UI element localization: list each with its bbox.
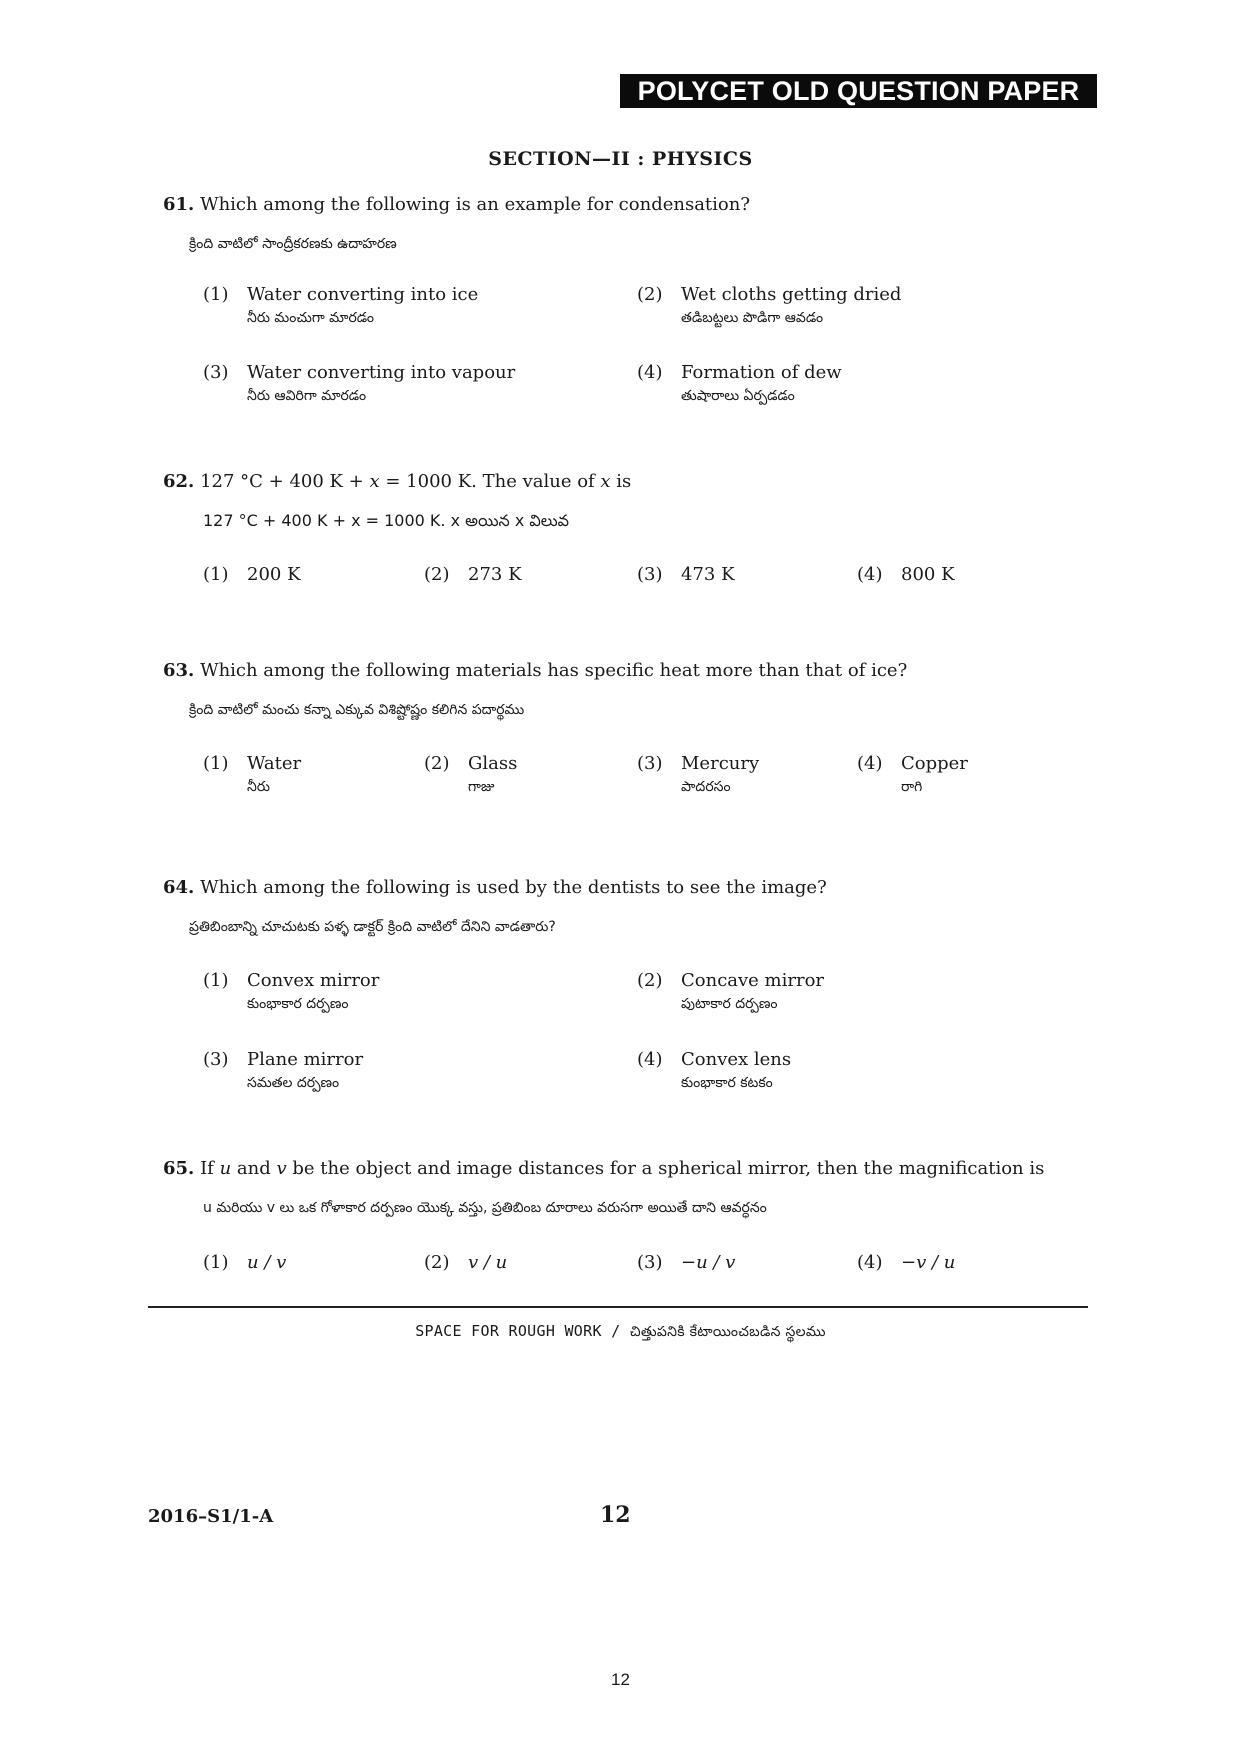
option-1 [203,969,379,1015]
option-2 [424,752,517,798]
option-number: (3) [203,1049,229,1070]
option-3 [637,752,759,798]
option-number: (3) [637,753,663,774]
question-62 [163,470,1083,532]
option-number: (2) [424,753,450,774]
question-text-telugu: క్రింది వాటిలో సాంద్రీకరణకు ఉదాహరణ [189,236,397,252]
rough-work-label [0,1322,1241,1343]
option-number: (1) [203,970,229,991]
option-4 [857,1251,955,1275]
option-3 [203,1048,363,1094]
option-4 [857,563,955,587]
option-text: −u / v [681,1252,736,1273]
option-text: 273 K [468,564,522,585]
option-number: (1) [203,753,229,774]
option-number: (4) [857,1252,883,1273]
page-number: 12 [600,1502,631,1528]
option-text: 800 K [901,564,955,585]
option-text-telugu: కుంభాకార దర్పణం [247,996,349,1012]
option-text: v / u [468,1252,508,1273]
footer-page-number: 12 [611,1670,630,1689]
option-2 [424,1251,507,1275]
option-number: (2) [637,284,663,305]
option-4 [857,752,968,798]
option-text-telugu: రాగి [901,779,923,795]
option-text: Glass [468,753,518,774]
section-title: SECTION—II : PHYSICS [488,148,753,170]
paper-code: 2016–S1/1-A [148,1506,274,1527]
option-number: (3) [637,564,663,585]
question-text: If u and v be the object and image distances for a spherical mirror, then the magnification is [200,1158,1045,1179]
question-text-telugu: ప్రతిబింబాన్ని చూచుటకు పళ్ళ డాక్టర్ క్రింది వాటిలో దేనిని వాడతారు? [189,919,556,935]
option-1 [203,563,301,587]
option-number: (4) [857,564,883,585]
option-3 [203,361,515,407]
option-text-telugu: నీరు మంచుగా మారడం [247,310,375,326]
option-text: Water converting into ice [247,284,479,305]
option-text-telugu: కుంభాకార కటకం [681,1075,773,1091]
option-text: Copper [901,753,968,774]
question-text: Which among the following is an example for condensation? [200,194,750,215]
option-text: Wet cloths getting dried [681,284,902,305]
option-2 [424,563,522,587]
option-1 [203,752,301,798]
option-text: Convex lens [681,1049,792,1070]
option-1 [203,283,478,329]
question-text: 127 °C + 400 K + x = 1000 K. The value of x is [200,471,632,492]
option-4 [637,1048,791,1094]
option-text: Plane mirror [247,1049,364,1070]
option-number: (1) [203,284,229,305]
option-number: (4) [857,753,883,774]
option-number: (3) [203,362,229,383]
question-text-telugu: u మరియు v లు ఒక గోళాకార దర్పణం యొక్క వస్తు, ప్రతిబింబ దూరాలు వరుసగా అయితే దాని ఆవర్ధనం [203,1200,767,1216]
question-number: 63. [163,660,195,681]
option-text-telugu: పుటాకార దర్పణం [681,996,778,1012]
question-61 [163,193,1083,255]
question-text-telugu: 127 °C + 400 K + x = 1000 K. x అయిన x విలువ [203,511,570,530]
option-2 [637,283,901,329]
option-text-telugu: తడిబట్టలు పొడిగా ఆవడం [681,310,824,326]
question-64 [163,876,1083,938]
option-text: −v / u [901,1252,956,1273]
option-1 [203,1251,286,1275]
option-text-telugu: తుషారాలు ఏర్పడడం [681,388,795,404]
option-text: Water converting into vapour [247,362,516,383]
option-3 [637,563,735,587]
question-63 [163,659,1083,721]
option-number: (4) [637,1049,663,1070]
option-text: u / v [247,1252,287,1273]
option-text: Concave mirror [681,970,825,991]
option-text-telugu: సమతల దర్పణం [247,1075,340,1091]
option-text: Water [247,753,302,774]
option-number: (1) [203,1252,229,1273]
option-number: (4) [637,362,663,383]
option-text-telugu: నీరు ఆవిరిగా మారడం [247,388,367,404]
option-text-telugu: పాదరసం [681,779,731,795]
option-number: (1) [203,564,229,585]
option-number: (3) [637,1252,663,1273]
rough-work-english: SPACE FOR ROUGH WORK / [415,1322,621,1340]
question-text-telugu: క్రింది వాటిలో మంచు కన్నా ఎక్కువ విశిష్టోష్ణం కలిగిన పదార్థము [189,702,525,718]
option-text-telugu: గాజు [468,779,495,795]
option-text: 200 K [247,564,301,585]
option-number: (2) [637,970,663,991]
question-text: Which among the following is used by the dentists to see the image? [200,877,827,898]
question-65 [163,1157,1083,1219]
rough-work-telugu: చిత్తుపనికి కేటాయించబడిన స్థలము [629,1324,826,1340]
question-text: Which among the following materials has specific heat more than that of ice? [200,660,908,681]
question-number: 64. [163,877,195,898]
option-3 [637,1251,735,1275]
option-text: Mercury [681,753,760,774]
question-number: 61. [163,194,195,215]
question-number: 62. [163,471,195,492]
banner-title: POLYCET OLD QUESTION PAPER [620,74,1097,108]
question-number: 65. [163,1158,195,1179]
option-text-telugu: నీరు [247,779,270,795]
option-text: 473 K [681,564,735,585]
divider-line [148,1306,1088,1308]
option-text: Convex mirror [247,970,380,991]
option-number: (2) [424,1252,450,1273]
option-number: (2) [424,564,450,585]
option-text: Formation of dew [681,362,842,383]
option-4 [637,361,842,407]
option-2 [637,969,824,1015]
